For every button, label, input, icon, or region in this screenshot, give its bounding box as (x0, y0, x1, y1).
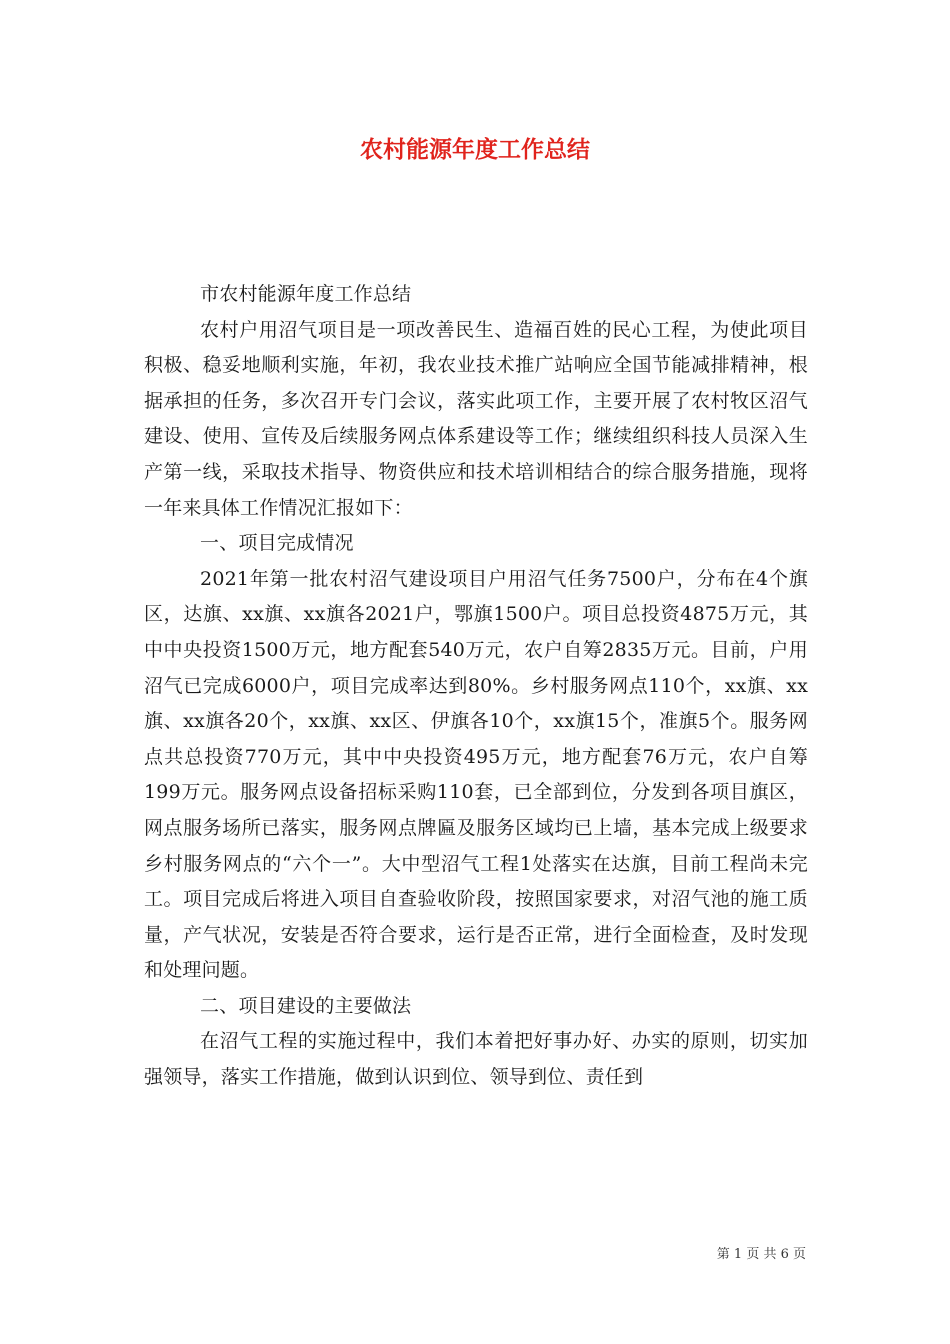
section-2-paragraph: 在沼气工程的实施过程中，我们本着把好事办好、办实的原则，切实加强领导，落实工作措施，做到认识到位、领导到位、责任到 (144, 1030, 808, 1089)
document-title: 农村能源年度工作总结 (360, 137, 590, 163)
section-heading-1: 一、项目完成情况 (200, 532, 354, 555)
section-1-paragraph: 2021年第一批农村沼气建设项目户用沼气任务7500户，分布在4个旗区，达旗、xx旗、xx旗各2021户，鄂旗1500户。项目总投资4875万元，其中中央投资1500万元，地方配套540万元，农户自筹2835万元。目前，户用沼气已完成6000户，项目完成率达到80%。乡村服务网点110个，xx旗、xx旗、xx旗各20个，xx旗、xx区、伊旗各10个，xx旗15个，准旗5个。服务网点共总投资770万元，其中中央投资495万元，地方配套76万元，农户自筹199万元。服务网点设备招标采购110套，已全部到位，分发到各项目旗区，网点服务场所已落实，服务网点牌匾及服务区域均已上墙，基本完成上级要求乡村服务网点的“六个一”。大中型沼气工程1处落实在达旗，目前工程尚未完工。项目完成后将进入项目自查验收阶段，按照国家要求，对沼气池的施工质量，产气状况，安装是否符合要求，运行是否正常，进行全面检查，及时发现和处理问题。 (144, 567, 808, 982)
intro-paragraph: 农村户用沼气项目是一项改善民生、造福百姓的民心工程，为使此项目积极、稳妥地顺利实施，年初，我农业技术推广站响应全国节能减排精神，根据承担的任务，多次召开专门会议，落实此项工作，主要开展了农村牧区沼气建设、使用、宣传及后续服务网点体系建设等工作；继续组织科技人员深入生产第一线，采取技术指导、物资供应和技术培训相结合的综合服务措施，现将一年来具体工作情况汇报如下： (144, 318, 808, 519)
subtitle-paragraph: 市农村能源年度工作总结 (200, 283, 412, 305)
document-body (144, 277, 808, 1096)
page-number: 第 1 页 共 6 页 (716, 1247, 806, 1262)
section-heading-2: 二、项目建设的主要做法 (200, 994, 412, 1017)
